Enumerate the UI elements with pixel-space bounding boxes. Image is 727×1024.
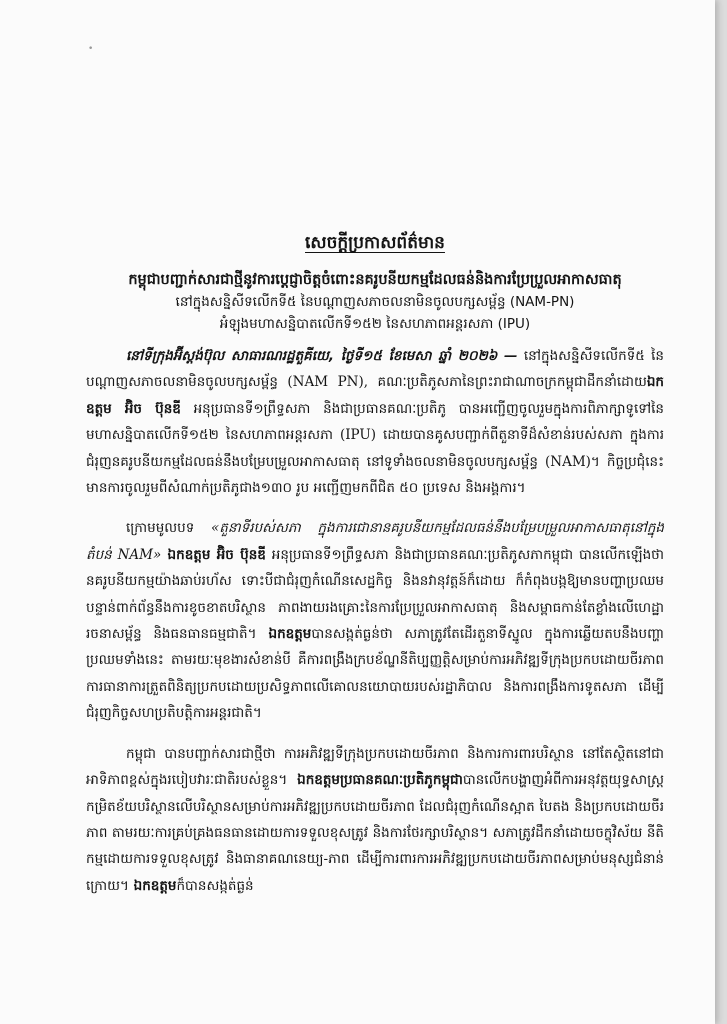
scan-speck: •: [88, 44, 94, 54]
paragraph-1-text-a: នៅក្នុងសន្និសីទលើកទី៥ នៃបណ្តាញសភាចលនាមិនចូលបក្សសម្ព័ន្ធ (NAM PN), គណៈប្រតិភូសភានៃព្រះរាជាណាចក្រកម្ពុជាដឹកនាំដោយ: [86, 348, 664, 391]
paragraph-1: [86, 343, 664, 501]
paragraph-2-text-a: ក្រោមមូលបទ: [126, 520, 212, 537]
subtitle-line-conference: នៅក្នុងសន្និសីទលើកទី៥ នៃបណ្តាញសភាចលនាមិនចូលបក្សសម្ព័ន្ធ (NAM-PN): [175, 294, 575, 310]
paragraph-3: [86, 741, 664, 899]
document-subtitle: កម្ពុជាបញ្ជាក់សារជាថ្មីនូវការប្តេជ្ញាចិត្តចំពោះនគរូបនីយកម្មដែលធន់និងការប្រែប្រួលអាកាសធាតុ: [128, 272, 622, 288]
paragraph-1-person: ឯកឧត្តម អ៊ិច ប៊ុនឌី: [86, 374, 664, 417]
dateline: នៅទីក្រុងអ៊ីស្តង់ប៊ុល សាធារណរដ្ឋតួគីយេ, ថ្ងៃទី១៥ ខែមេសា ឆ្នាំ ២០២៦ —: [126, 348, 518, 364]
paragraph-3-text-b: បានលើកបង្ហាញអំពីការអនុវត្តយុទ្ធសាស្ត្រកម្រិតខ័យបរិស្ថានលើបរិស្ថានសម្រាប់ការអភិវឌ្ឍប្រកបដោយចីរភាព ដែលជំរុញកំណើនស្អាត បៃតង និងប្រកបដោយចីរភាព តាមរយៈការគ្រប់គ្រងធនធានដោយការទទួលខុសត្រូវ និងការថែរក្សាបរិស្ថាន។ សភាត្រូវដឹកនាំដោយចក្ខុវិស័យ នីតិកម្មដោយការទទួលខុសត្រូវ និងធានាគណនេយ្យ-ភាព ដើម្បីការពារការអភិវឌ្ឍប្រកបដោយចីរភាពសម្រាប់មនុស្សជំនាន់ក្រោយ។: [86, 772, 664, 894]
paragraph-2-text-c: បានសង្កត់ធ្ងន់ថា សភាត្រូវតែដើរតួនាទីស្នូល ក្នុងការឆ្លើយតបនឹងបញ្ហាប្រឈមទាំងនេះ តាមរយៈមុខងារសំខាន់បី គឺការពង្រឹងក្របខ័ណ្ឌនីតិប្បញ្ញត្តិសម្រាប់ការអភិវឌ្ឍទីក្រុងប្រកបដោយចីរភាព ការធានាការត្រួតពិនិត្យប្រកបដោយប្រសិទ្ធភាពលើគោលនយោបាយរបស់រដ្ឋាភិបាល និងការពង្រឹងការទូតសភា ដើម្បីជំរុញកិច្ចសហប្រតិបត្តិការអន្តរជាតិ។: [86, 626, 664, 722]
paragraph-3-text-a: កម្ពុជា បានបញ្ជាក់សារជាថ្មីថា ការអភិវឌ្ឍទីក្រុងប្រកបដោយចីរភាព និងការការពារបរិស្ថាន នៅតែស្ថិតនៅជាអាទិភាពខ្ពស់ក្នុងរបៀបវារៈជាតិរបស់ខ្លួន។: [86, 745, 664, 789]
paragraph-3-person: ឯកឧត្តមប្រធានគណៈប្រតិភូកម្ពុជា: [287, 772, 463, 789]
paragraph-3-text-c: ក៏បានសង្កត់ធ្ងន់: [176, 877, 254, 894]
paragraph-2-person-2: ឯកឧត្តម: [256, 626, 312, 643]
paragraph-2-theme-quote: «តួនាទីរបស់សភា ក្នុងការជោនានគរូបនីយកម្មដែលធន់នឹងបម្រែបម្រួលអាកាសធាតុនៅក្នុងតំបន់ NAM»: [86, 520, 664, 563]
document-title: សេចក្តីប្រកាសព័ត៌មាន: [305, 233, 445, 253]
paragraph-1-text-b: អនុប្រធានទី១ព្រឹទ្ធសភា និងជាប្រធានគណៈប្រតិភូ បានអញ្ជើញចូលរួមក្នុងការពិភាក្សាទូទៅនៃមហាសន្និបាតលើកទី១៥២ នៃសហភាពអន្តរសភា (IPU) ដោយបានគូសបញ្ជាក់ពីតួនាទីដ៏សំខាន់របស់សភា ក្នុងការជំរុញនគរូបនីយកម្មដែលធន់នឹងបម្រែបម្រួលអាកាសធាតុ នៅទូទាំងចលនាមិនចូលបក្សសម្ព័ន្ធ (NAM)។ កិច្ចប្រជុំនេះមានការចូលរួមពីសំណាក់ប្រតិភូជាង១៣០ រូប អញ្ជើញមកពីជិត ៥០ ប្រទេស និងអង្គការ។: [86, 400, 664, 497]
paragraph-2: [86, 515, 664, 726]
subtitle-line-assembly: អំឡុងមហាសន្និបាតលើកទី១៥២ នៃសហភាពអន្តរសភា (IPU): [219, 316, 531, 332]
paragraph-2-text-b: អនុប្រធានទី១ព្រឹទ្ធសភា និងជាប្រធានគណៈប្រតិភូសភាកម្ពុជា បានលើកឡើងថា នគរូបនីយកម្មយ៉ាងឆាប់រហ័ស ទោះបីជាជំរុញកំណើនសេដ្ឋកិច្ច និងនវានុវត្តន៍ក៏ដោយ ក៏កំពុងបង្កឱ្យមានបញ្ហាប្រឈមបន្ទាន់ពាក់ព័ន្ធនឹងការខូចខាតបរិស្ថាន ភាពងាយរងគ្រោះនៃការប្រែប្រួលអាកាសធាតុ និងសម្ពាធកាន់តែខ្លាំងលើហេដ្ឋារចនាសម្ព័ន្ធ និងធនធានធម្មជាតិ។: [86, 546, 664, 643]
paragraph-2-person: ឯកឧត្តម អ៊ិច ប៊ុនឌី: [161, 546, 266, 563]
paragraph-3-person-2: ឯកឧត្តម: [128, 877, 177, 894]
press-release: [86, 232, 664, 899]
